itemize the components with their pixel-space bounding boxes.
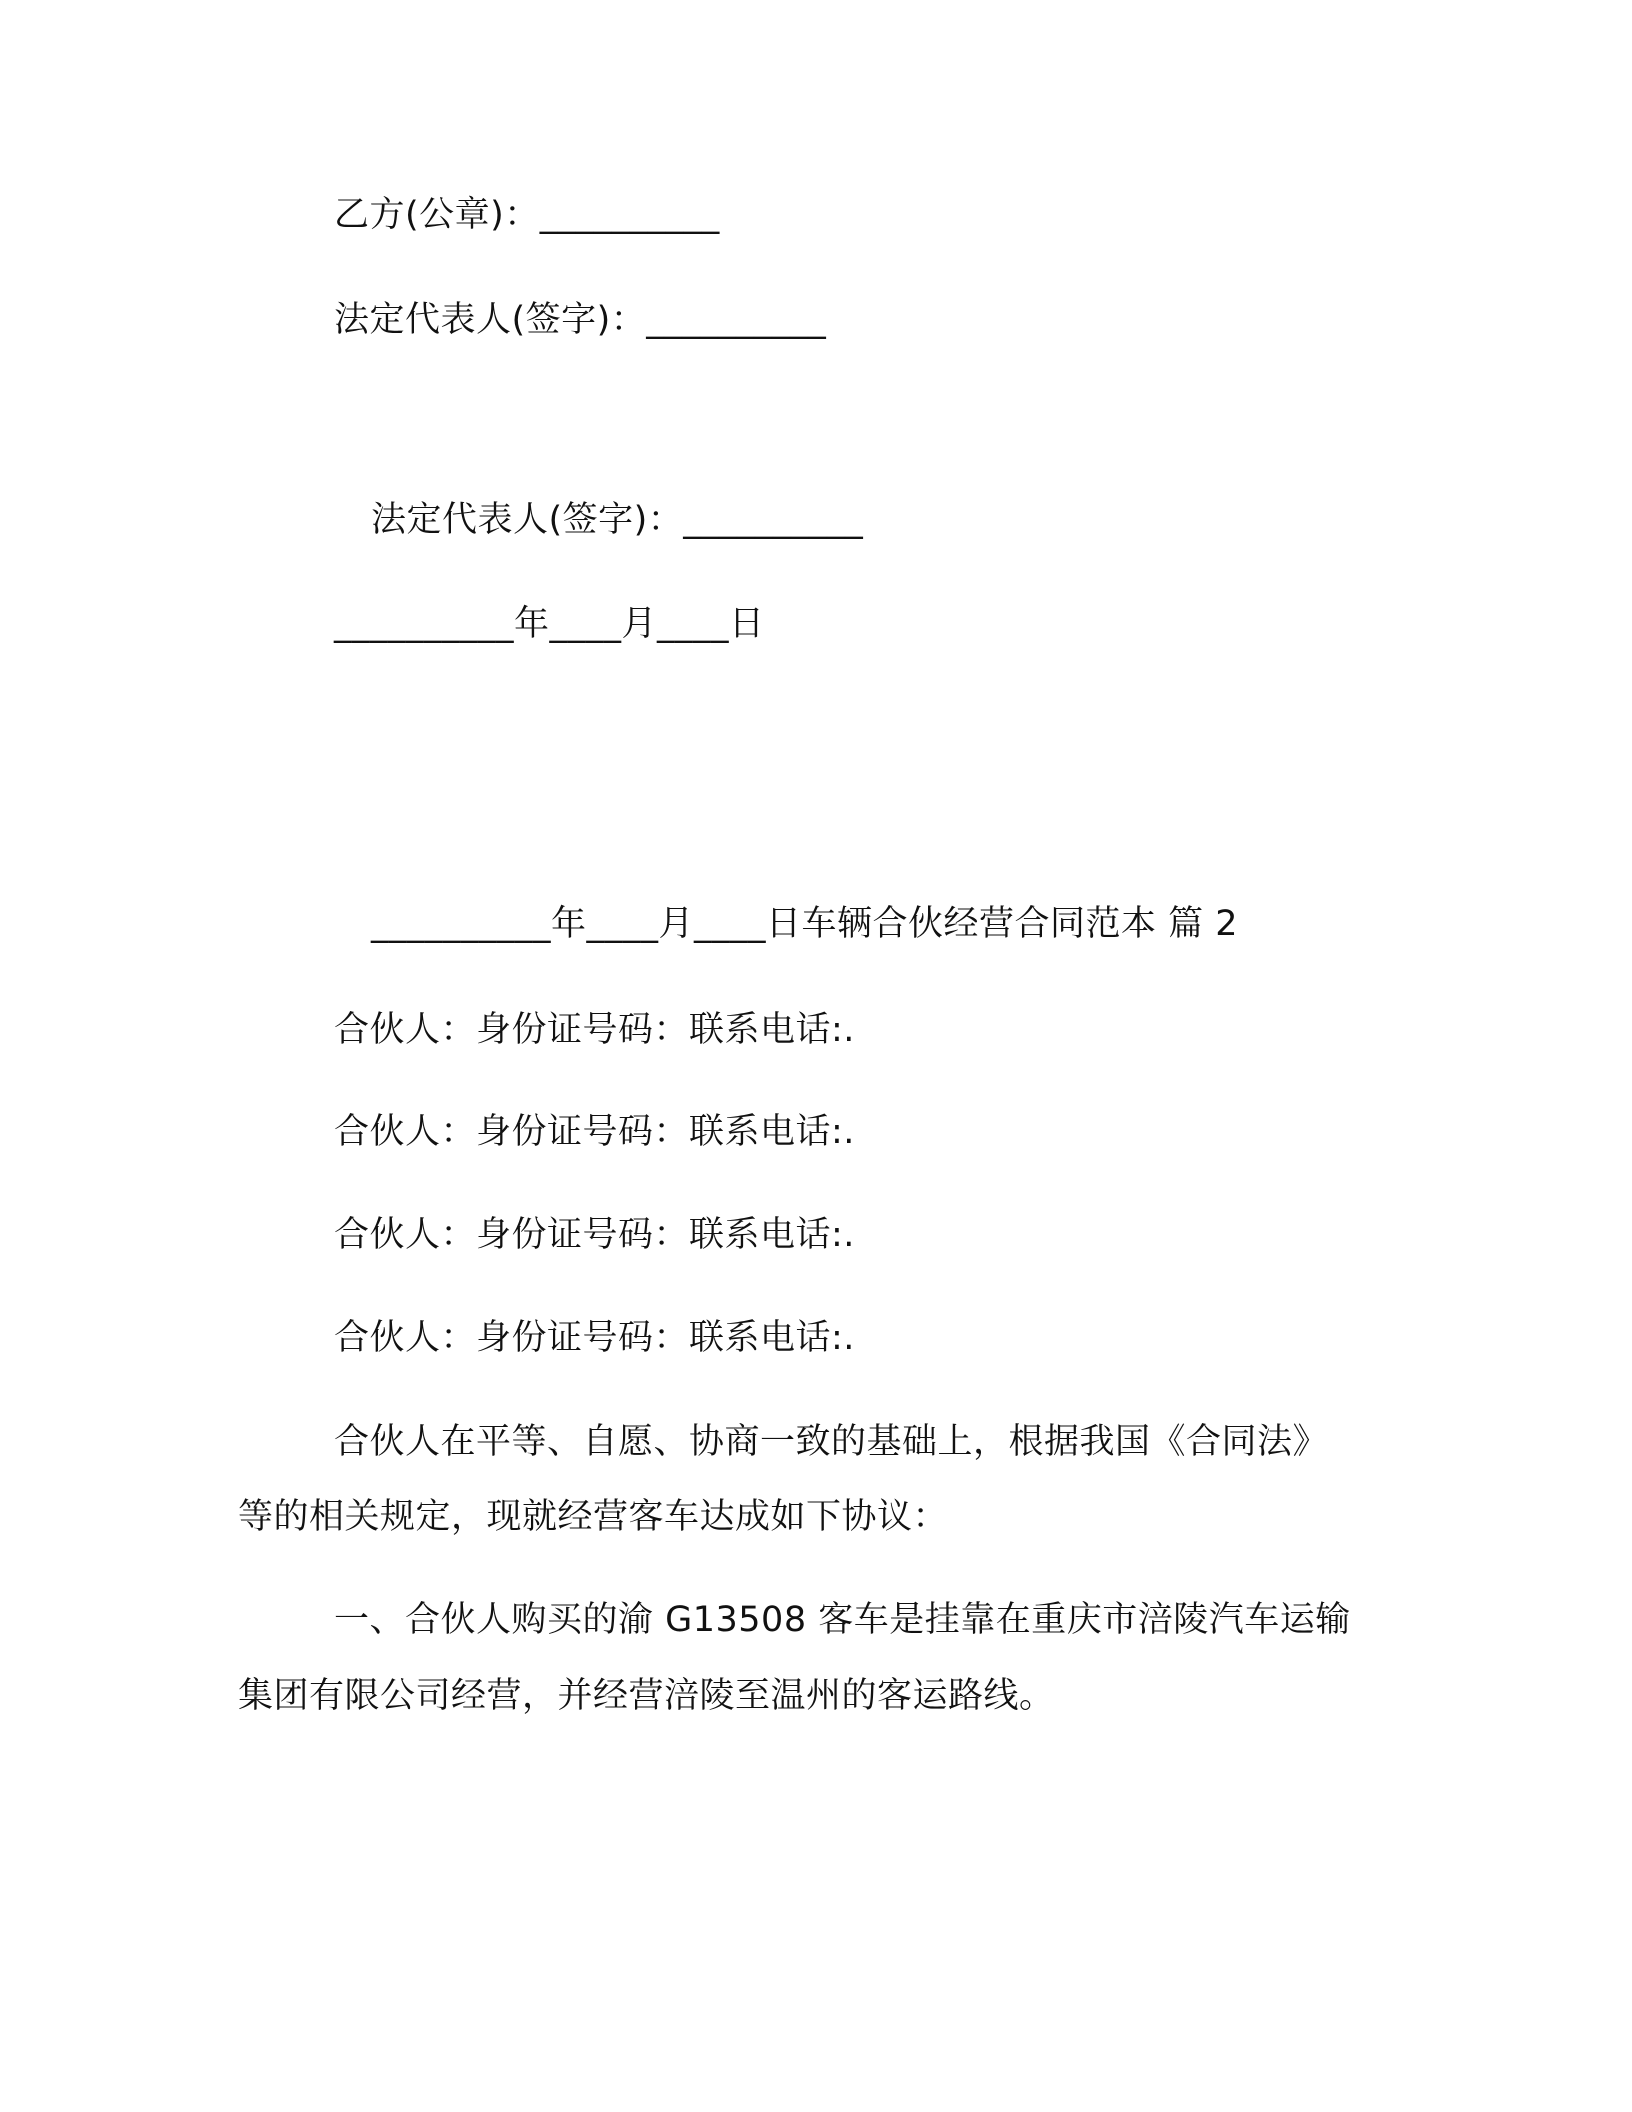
party-b-seal-line: 乙方(公章)：__________: [334, 195, 720, 235]
partner-line: 合伙人：身份证号码：联系电话:.: [334, 1318, 855, 1358]
clause-1-line-2: 集团有限公司经营，并经营涪陵至温州的客运路线。: [238, 1676, 1055, 1716]
legal-representative-line: 法定代表人(签字)：__________: [334, 300, 827, 340]
clause-1-line-1: 一、合伙人购买的渝 G13508 客车是挂靠在重庆市涪陵汽车运输: [334, 1600, 1351, 1640]
date-line: __________年____月____日: [334, 604, 765, 644]
partner-line: 合伙人：身份证号码：联系电话:.: [334, 1215, 855, 1255]
intro-paragraph-line-2: 等的相关规定，现就经营客车达成如下协议：: [238, 1497, 949, 1537]
legal-representative-line-2: 法定代表人(签字)：__________: [371, 500, 864, 540]
partner-line: 合伙人：身份证号码：联系电话:.: [334, 1112, 855, 1152]
partner-line: 合伙人：身份证号码：联系电话:.: [334, 1010, 855, 1050]
section-title: __________年____月____日车辆合伙经营合同范本 篇 2: [371, 904, 1239, 944]
intro-paragraph-line-1: 合伙人在平等、自愿、协商一致的基础上，根据我国《合同法》: [334, 1422, 1329, 1462]
